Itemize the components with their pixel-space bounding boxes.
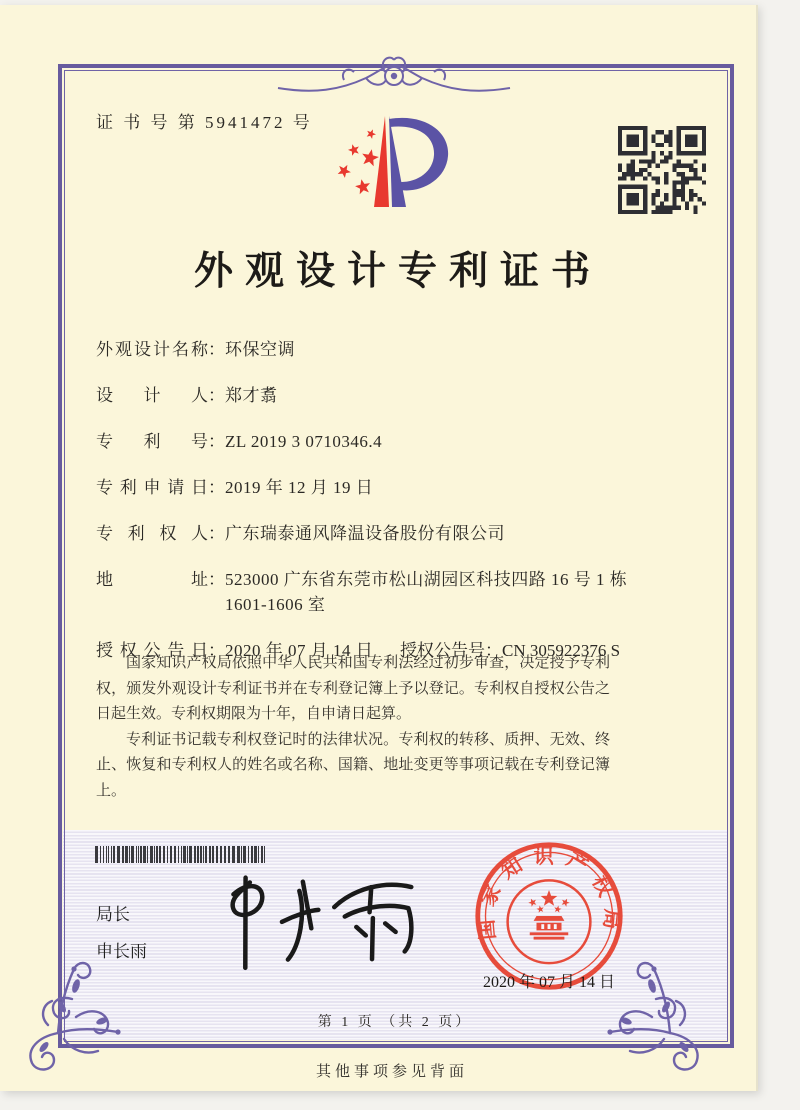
field-design-name — [96, 337, 712, 362]
field-label: 授权公告日 — [96, 641, 208, 660]
field-colon: ： — [208, 478, 225, 497]
corner-flourish-left — [14, 955, 136, 1077]
field-label: 授权公告号 — [400, 641, 485, 660]
qr-code — [618, 126, 706, 214]
corner-flourish-right — [592, 955, 714, 1077]
seal-date: 2020 年 07 月 14 日 — [482, 974, 615, 991]
seal-arc-text: 国家知识产权局 — [475, 845, 623, 941]
field-colon: ： — [208, 570, 225, 589]
field-colon: ： — [485, 641, 502, 660]
field-value: ZL 2019 3 0710346.4 — [225, 432, 383, 451]
field-label: 专利号 — [96, 432, 208, 451]
field-label: 外观设计名称 — [96, 340, 208, 359]
field-label: 设计人 — [96, 386, 208, 405]
field-value: 环保空调 — [225, 340, 295, 359]
director-title: 局长 — [96, 905, 130, 924]
national-emblem — [508, 880, 591, 963]
cnipa-logo-icon — [328, 103, 488, 235]
field-colon: ： — [208, 641, 225, 660]
legal-paragraph-1: 国家知识产权局依照中华人民共和国专利法经过初步审查，决定授予专利权，颁发外观设计专利证书并在专利登记簿上予以登记。专利权自授权公告之日起生效。专利权期限为十年，自申请日起算。 — [96, 655, 610, 722]
field-value: CN 305922376 S — [502, 641, 621, 660]
director-name: 申长雨 — [96, 942, 147, 961]
field-value: 郑才翥 — [225, 386, 278, 405]
field-colon: ： — [208, 340, 225, 359]
field-patentee — [96, 521, 712, 546]
field-address — [96, 567, 712, 617]
field-colon: ： — [208, 524, 225, 543]
field-colon: ： — [208, 386, 225, 405]
field-colon: ： — [208, 432, 225, 451]
field-value: 广东瑞泰通风降温设备股份有限公司 — [225, 524, 505, 543]
field-list — [96, 337, 712, 684]
field-patent-number — [96, 429, 712, 454]
certificate-title: 外观设计专利证书 — [193, 250, 602, 293]
field-value: 523000 广东省东莞市松山湖园区科技四路 16 号 1 栋 1601-1606 室 — [225, 570, 628, 614]
certificate-paper — [0, 5, 756, 1091]
field-filing-date — [96, 475, 712, 500]
field-value: 2020 年 07 月 14 日 — [225, 641, 374, 660]
field-label: 地址 — [96, 570, 208, 589]
handwritten-signature — [198, 862, 435, 982]
back-side-note: 其他事项参见背面 — [315, 1064, 468, 1080]
legal-text — [96, 651, 610, 804]
field-label: 专利权人 — [96, 524, 208, 543]
page-number: 第 1 页 （共 2 页） — [317, 1015, 473, 1030]
top-crest-ornament — [274, 48, 514, 98]
field-label: 专利申请日 — [96, 478, 208, 497]
field-value: 2019 年 12 月 19 日 — [225, 478, 374, 497]
barcode — [95, 846, 271, 863]
legal-paragraph-2: 专利证书记载专利权登记时的法律状况。专利权的转移、质押、无效、终止、恢复和专利权人的姓名或名称、国籍、地址变更等事项记载在专利登记簿上。 — [96, 731, 610, 799]
field-designer — [96, 383, 712, 408]
certificate-number: 证 书 号 第 5941472 号 — [96, 113, 313, 132]
